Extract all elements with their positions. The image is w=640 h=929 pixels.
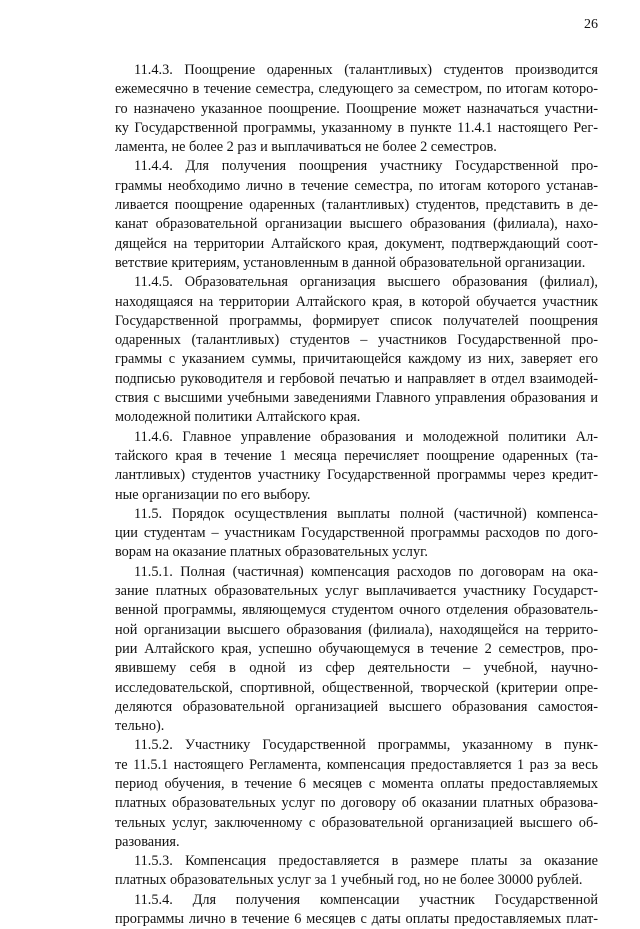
page-number: 26 — [584, 17, 598, 32]
text-line: тайского края в течение 1 месяца перечисляет поощрение одаренных (та- — [115, 447, 598, 464]
paragraph-11-4-4 — [115, 157, 598, 273]
text-line: платных образовательных услуг за 1 учебный год, но не более 30000 рублей. — [115, 872, 583, 889]
text-line: ворам на оказание платных образовательных услуг. — [115, 544, 428, 561]
document-body — [115, 61, 598, 929]
paragraph-11-4-3 — [115, 61, 598, 157]
text-line: Государственной программы, формирует список получателей поощрения — [115, 312, 598, 329]
text-line: явившему себя в одной из сфер деятельности – учебной, научно- — [115, 660, 598, 677]
text-line: ламента, не более 2 раз и выплачиваться не более 2 семестров. — [115, 139, 497, 156]
paragraph-11-5-2 — [115, 736, 598, 852]
text-line: исследовательской, спортивной, общественной, творческой (критерии опре- — [115, 679, 598, 696]
text-line: 11.4.3. Поощрение одаренных (талантливых) студентов производится — [134, 62, 598, 78]
text-line: 11.4.5. Образовательная организация высшего образования (филиал), — [134, 274, 598, 291]
text-line: 11.5.3. Компенсация предоставляется в размере платы за оказание — [134, 853, 598, 870]
text-line: 11.4.6. Главное управление образования и молодежной политики Ал- — [134, 428, 598, 445]
paragraph-11-5-1 — [115, 563, 598, 737]
text-line: канат образовательной организации высшего образования (филиала), нахо- — [115, 216, 598, 233]
paragraph-11-5-4 — [115, 891, 598, 929]
text-line: ствия с высшими учебными заведениями Главного управления образования и — [115, 390, 598, 407]
text-line: подписью руководителя и гербовой печатью и направляет в отдел взаимодей- — [115, 370, 598, 387]
text-line: ные организации по его выбору. — [115, 486, 311, 503]
text-line: граммы необходимо лично в течение семестра, по итогам которого устанав- — [115, 177, 598, 194]
text-line: платных образовательных услуг по договору об оказании платных образова- — [115, 795, 598, 812]
text-line: зание платных образовательных услуг выплачивается участнику Государст- — [115, 583, 598, 600]
text-line: одаренных (талантливых) студентов – участников Государственной про- — [115, 332, 598, 349]
text-line: ветствие критериям, установленным в данной образовательной организации. — [115, 254, 586, 271]
text-line: ции студентам – участникам Государственной программы расходов по дого- — [115, 525, 598, 542]
text-line: деляются образовательной организацией высшего образования самостоя- — [115, 698, 598, 715]
text-line: 11.4.4. Для получения поощрения участнику Государственной про- — [134, 158, 598, 175]
text-line: граммы с указанием суммы, причитающейся каждому из них, заверяет его — [115, 351, 598, 368]
text-line: ку Государственной программы, указанному в пункте 11.4.1 настоящего Рег- — [115, 119, 598, 136]
text-line: венной программы, являющемуся студентом очного отделения образователь- — [115, 602, 598, 619]
paragraph-11-4-5 — [115, 273, 598, 427]
paragraph-11-5-3 — [115, 852, 598, 891]
text-line: находящаяся на территории Алтайского края, в которой обучается участник — [115, 293, 598, 310]
text-line: дящейся на территории Алтайского края, документ, подтверждающий соот- — [115, 235, 598, 252]
text-line: рии Алтайского края, успешно обучающемуся в течение 2 семестров, про- — [115, 640, 598, 657]
text-line: ной организации высшего образования (филиала), находящейся на террито- — [115, 621, 598, 638]
text-line: 11.5. Порядок осуществления выплаты полной (частичной) компенса- — [134, 505, 598, 522]
text-line: ежемесячно в течение семестра, следующего за семестром, по итогам которо- — [115, 81, 598, 98]
text-line: разования. — [115, 833, 180, 850]
paragraph-11-5 — [115, 505, 598, 563]
text-line: тельных услуг, заключенному с образовательной организацией высшего об- — [115, 814, 598, 831]
text-line: ливается поощрение одаренных (талантливых) студентов, представить в де- — [115, 197, 598, 214]
text-line: тельно). — [115, 718, 165, 735]
text-line: период обучения, в течение 6 месяцев с момента оплаты предоставляемых — [115, 775, 598, 792]
text-line: го назначено указанное поощрение. Поощрение может назначаться участни- — [115, 100, 598, 117]
text-line: программы лично в течение 6 месяцев с даты оплаты предоставляемых плат- — [115, 911, 598, 928]
text-line: 11.5.4. Для получения компенсации участник Государственной — [134, 891, 598, 908]
text-line: 11.5.2. Участнику Государственной программы, указанному в пунк- — [134, 737, 598, 754]
text-line: 11.5.1. Полная (частичная) компенсация расходов по договорам на ока- — [134, 563, 598, 580]
text-line: лантливых) студентов участнику Государственной программы через кредит- — [115, 467, 598, 484]
paragraph-11-4-6 — [115, 428, 598, 505]
text-line: те 11.5.1 настоящего Регламента, компенсация предоставляется 1 раз за весь — [115, 756, 598, 773]
text-line: молодежной политики Алтайского края. — [115, 409, 361, 426]
